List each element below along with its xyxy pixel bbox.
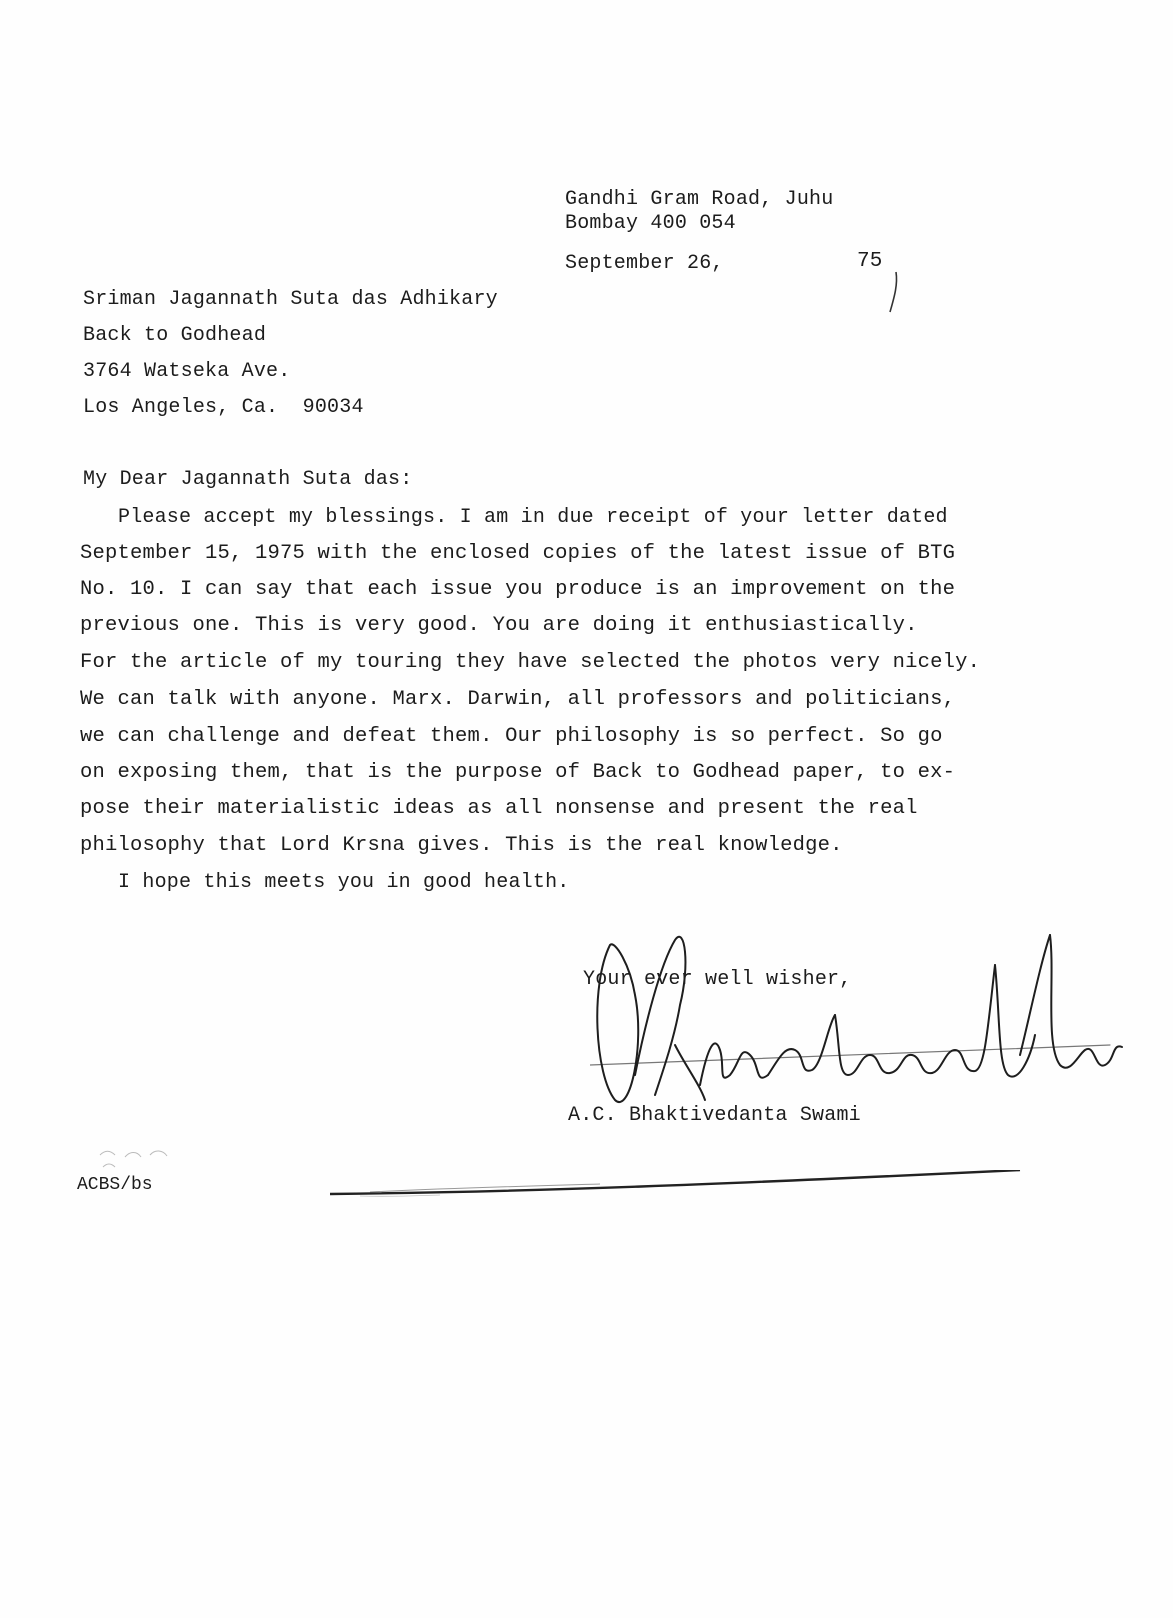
recipient-name: Sriman Jagannath Suta das Adhikary <box>83 288 498 311</box>
handwritten-year-stroke <box>880 250 920 325</box>
body-line: Please accept my blessings. I am in due receipt of your letter dated <box>118 506 948 529</box>
sender-address-line1: Gandhi Gram Road, Juhu <box>565 188 834 211</box>
recipient-org: Back to Godhead <box>83 324 267 347</box>
signature-name: A.C. Bhaktivedanta Swami <box>568 1104 861 1127</box>
body-line: September 15, 1975 with the enclosed copies of the latest issue of BTG <box>80 542 956 565</box>
valediction: Your ever well wisher, <box>583 968 852 991</box>
handwritten-signature <box>590 925 1130 1125</box>
body-line: we can challenge and defeat them. Our philosophy is so perfect. So go <box>80 725 943 748</box>
recipient-street: 3764 Watseka Ave. <box>83 360 291 383</box>
body-line: on exposing them, that is the purpose of Back to Godhead paper, to ex- <box>80 761 956 784</box>
sender-address-line2: Bombay 400 054 <box>565 212 736 235</box>
body-line: We can talk with anyone. Marx. Darwin, all professors and politicians, <box>80 688 956 711</box>
recipient-city: Los Angeles, Ca. 90034 <box>83 396 364 419</box>
letter-date: September 26, <box>565 252 724 275</box>
pen-underline-stroke <box>330 1170 1050 1230</box>
body-line: For the article of my touring they have selected the photos very nicely. <box>80 651 981 674</box>
body-line: previous one. This is very good. You are doing it enthusiastically. <box>80 614 918 637</box>
body-line: philosophy that Lord Krsna gives. This is the real knowledge. <box>80 834 843 857</box>
salutation: My Dear Jagannath Suta das: <box>83 468 413 491</box>
faint-stamp-mark <box>95 1145 190 1175</box>
reference-initials: ACBS/bs <box>77 1175 153 1195</box>
body-line: pose their materialistic ideas as all nonsense and present the real <box>80 797 918 820</box>
letter-year: 75 <box>857 250 883 273</box>
body-line: No. 10. I can say that each issue you produce is an improvement on the <box>80 578 956 601</box>
closing-line: I hope this meets you in good health. <box>118 871 570 894</box>
